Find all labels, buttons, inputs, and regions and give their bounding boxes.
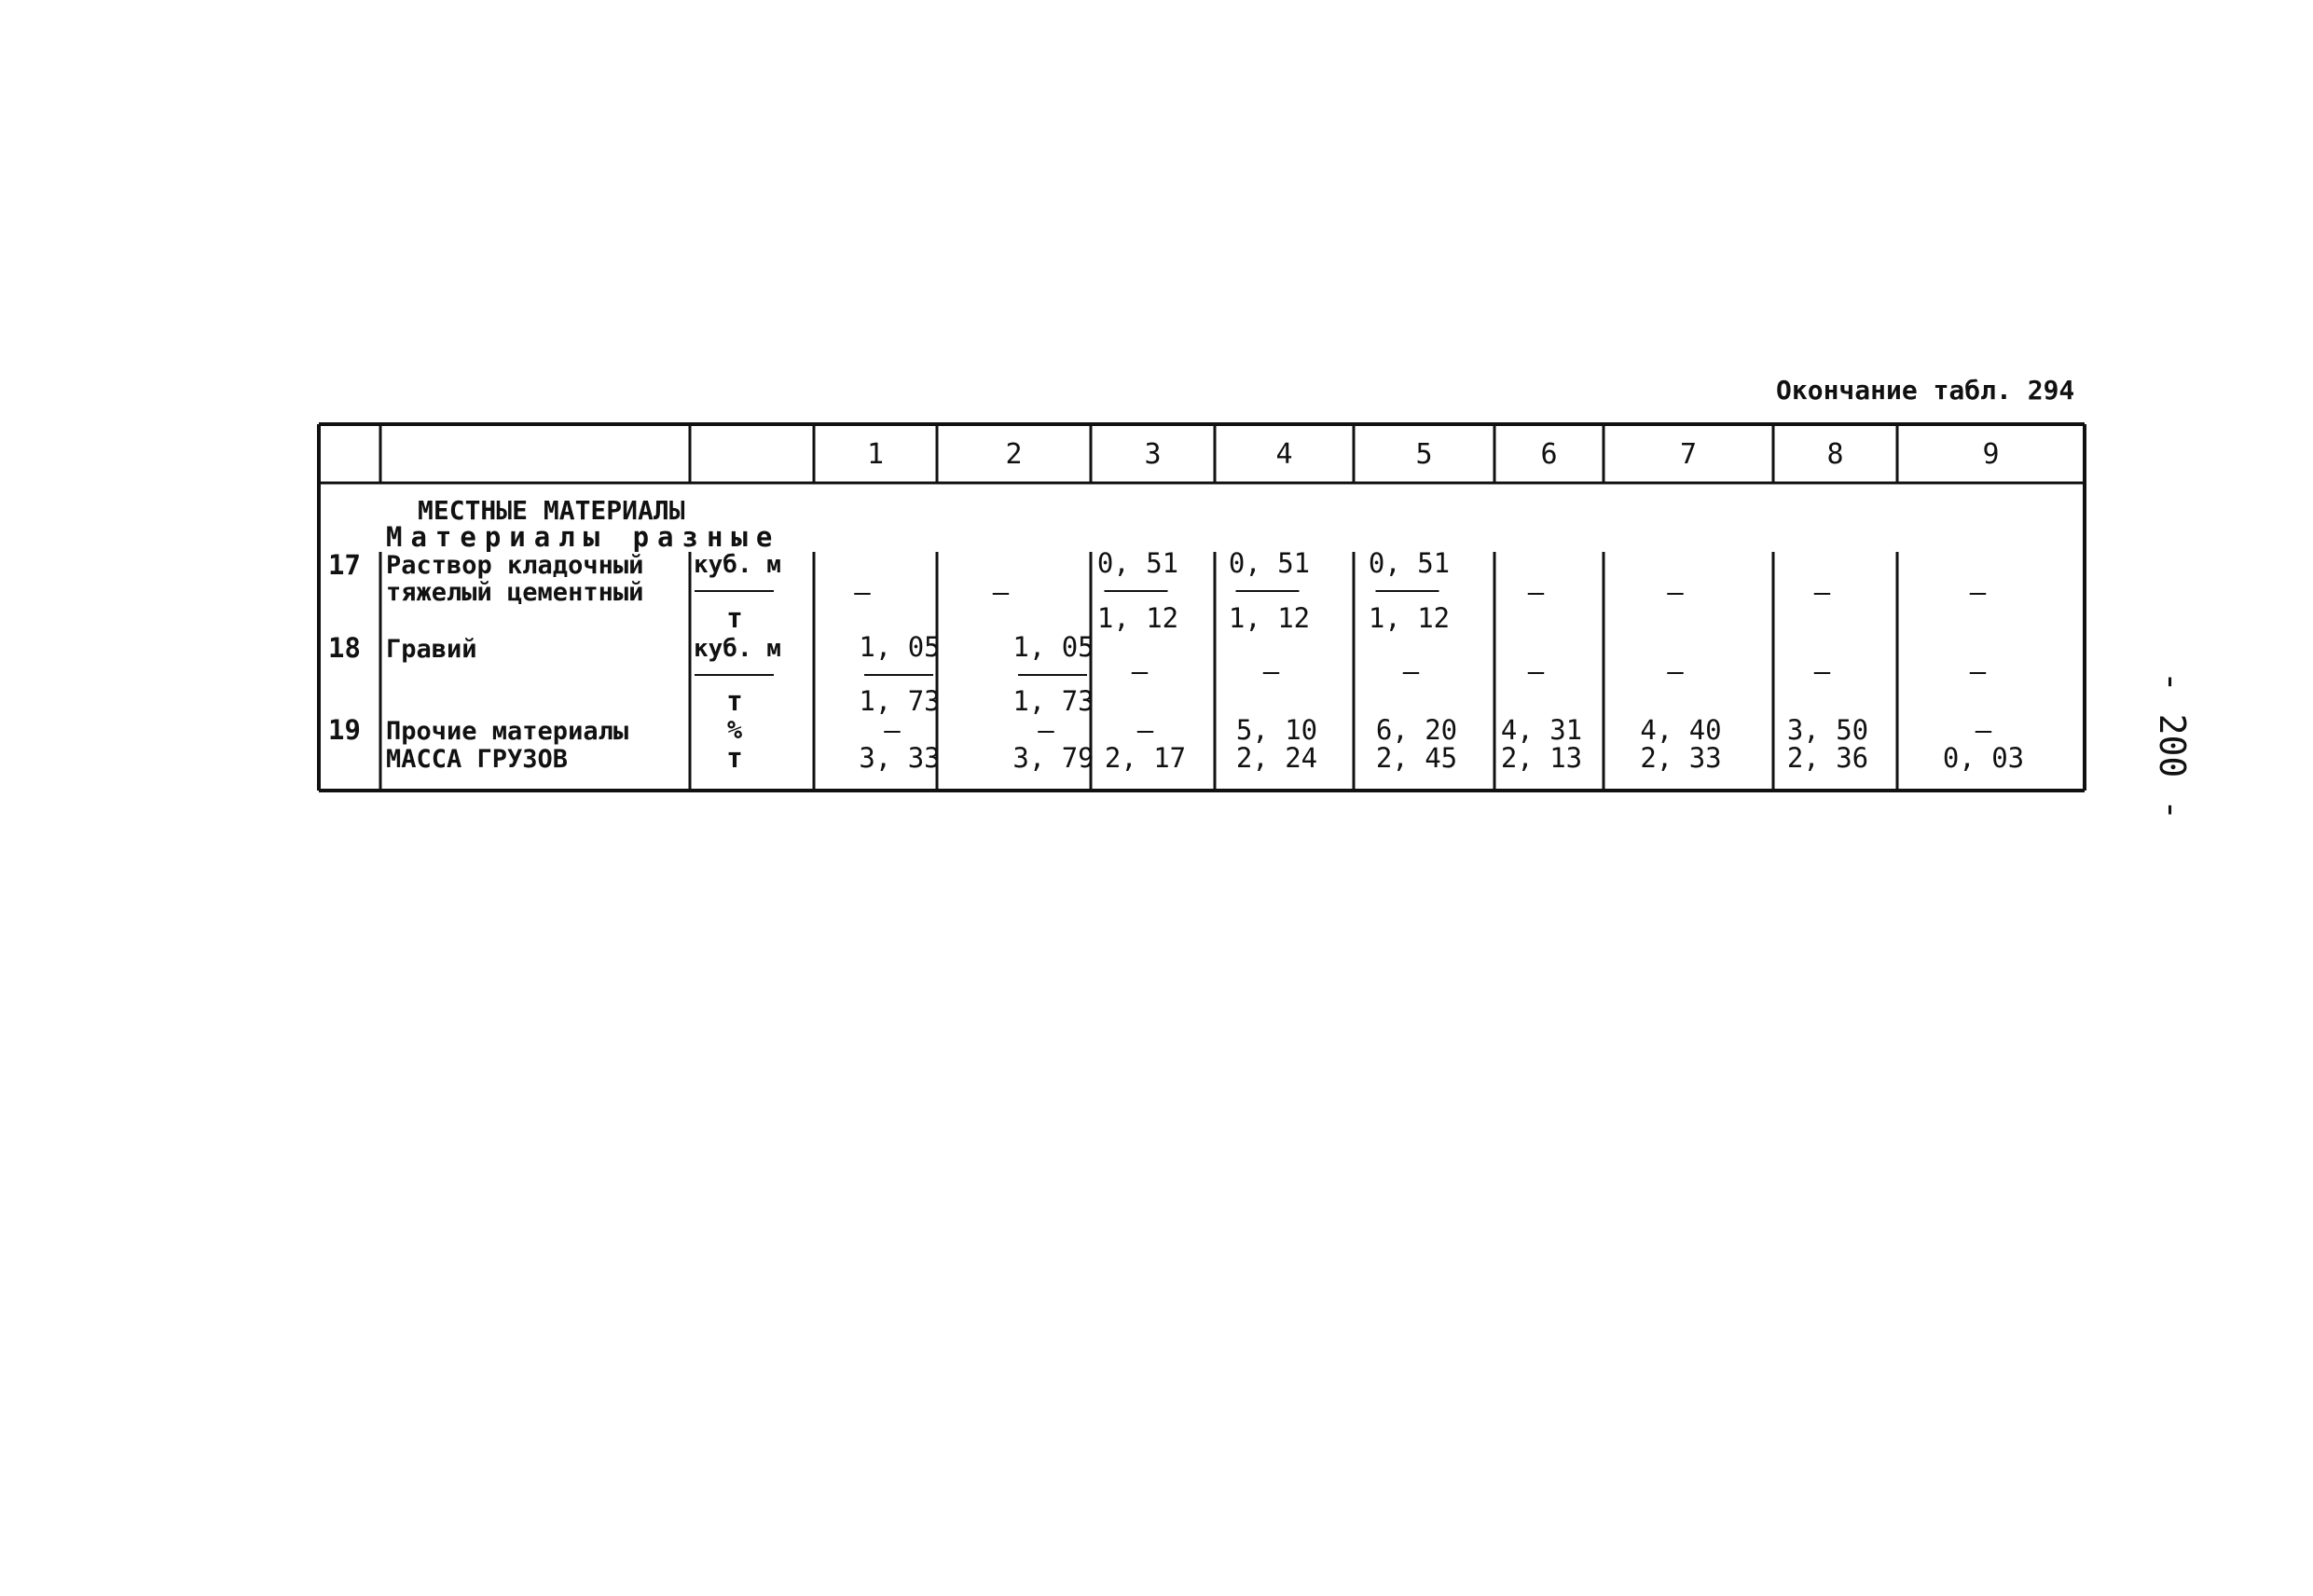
row-18-volume-value: 1, 05 <box>1012 631 1095 663</box>
mass-total-label: МАССА ГРУЗОВ <box>386 745 569 774</box>
row-17-mass-value: 1, 12 <box>1368 602 1451 634</box>
row-18-unit-mass: т <box>726 685 743 717</box>
row-18-unit-volume: куб. м <box>694 635 781 663</box>
row-17-dash: – <box>1813 576 1831 608</box>
table-text <box>328 438 2024 774</box>
mass-total-value: 3, 33 <box>859 742 941 774</box>
row-17-dash: – <box>1667 576 1684 608</box>
mass-total-value: 2, 17 <box>1104 742 1187 774</box>
row-17-volume-value: 0, 51 <box>1228 547 1311 579</box>
row-17-dash: – <box>854 576 871 608</box>
row-17-mass-value: 1, 12 <box>1228 602 1311 634</box>
row-19-number: 19 <box>328 714 361 746</box>
row-18-volume-value: 1, 05 <box>859 631 941 663</box>
mass-total-value: 3, 79 <box>1012 742 1095 774</box>
column-header-2: 2 <box>1005 438 1023 471</box>
table-caption: Окончание табл. 294 <box>1776 375 2075 406</box>
mass-total-value: 2, 33 <box>1640 742 1722 774</box>
row-19-value: – <box>1038 714 1054 746</box>
mass-total-value: 2, 24 <box>1235 742 1318 774</box>
row-17-volume-value: 0, 51 <box>1096 547 1179 579</box>
row-18-dash: – <box>1262 655 1280 687</box>
column-header-4: 4 <box>1275 438 1293 471</box>
row-18-number: 18 <box>328 632 361 664</box>
row-18-name: Гравий <box>386 635 477 664</box>
row-18-dash: – <box>1667 655 1684 687</box>
row-17-dash: – <box>992 576 1010 608</box>
row-17-dash: – <box>1969 576 1987 608</box>
column-header-3: 3 <box>1144 438 1162 471</box>
column-header-5: 5 <box>1415 438 1433 471</box>
row-18-dash: – <box>1131 655 1149 687</box>
row-17-number: 17 <box>328 549 361 581</box>
mass-total-value: 0, 03 <box>1942 742 2025 774</box>
row-17-name-line2: тяжелый цементный <box>386 578 644 607</box>
row-17-unit-volume: куб. м <box>694 551 781 579</box>
row-19-value: 4, 40 <box>1640 714 1722 746</box>
row-19-name: Прочие материалы <box>386 717 629 746</box>
mass-total-value: 2, 13 <box>1500 742 1583 774</box>
mass-total-value: 2, 36 <box>1786 742 1869 774</box>
row-18-mass-value: 1, 73 <box>859 685 941 717</box>
row-17-unit-mass: т <box>726 602 743 634</box>
row-19-value: 3, 50 <box>1786 714 1869 746</box>
row-18-dash: – <box>1402 655 1420 687</box>
row-17-name-line1: Раствор кладочный <box>386 551 644 580</box>
column-header-8: 8 <box>1826 438 1844 471</box>
column-header-6: 6 <box>1540 438 1558 471</box>
column-header-1: 1 <box>866 438 885 471</box>
column-header-7: 7 <box>1679 438 1698 471</box>
mass-total-value: 2, 45 <box>1375 742 1458 774</box>
row-18-dash: – <box>1527 655 1545 687</box>
row-17-volume-value: 0, 51 <box>1368 547 1451 579</box>
row-19-unit: % <box>726 716 743 745</box>
row-19-value: 6, 20 <box>1375 714 1458 746</box>
row-17-dash: – <box>1527 576 1545 608</box>
row-19-value: 4, 31 <box>1500 714 1583 746</box>
row-17-mass-value: 1, 12 <box>1096 602 1179 634</box>
mass-total-unit: т <box>726 742 743 774</box>
row-18-dash: – <box>1969 655 1987 687</box>
row-19-value: 5, 10 <box>1235 714 1318 746</box>
section-subgroup-title: Материалы разные <box>386 521 781 553</box>
row-18-dash: – <box>1813 655 1831 687</box>
section-group-title: МЕСТНЫЕ МАТЕРИАЛЫ <box>418 495 685 526</box>
row-19-value: – <box>1975 714 1992 746</box>
row-19-value: – <box>1136 714 1154 746</box>
row-19-value: – <box>884 714 901 746</box>
row-18-mass-value: 1, 73 <box>1012 685 1095 717</box>
page-number: - 200 - <box>2152 670 2193 821</box>
column-header-9: 9 <box>1982 438 2000 471</box>
